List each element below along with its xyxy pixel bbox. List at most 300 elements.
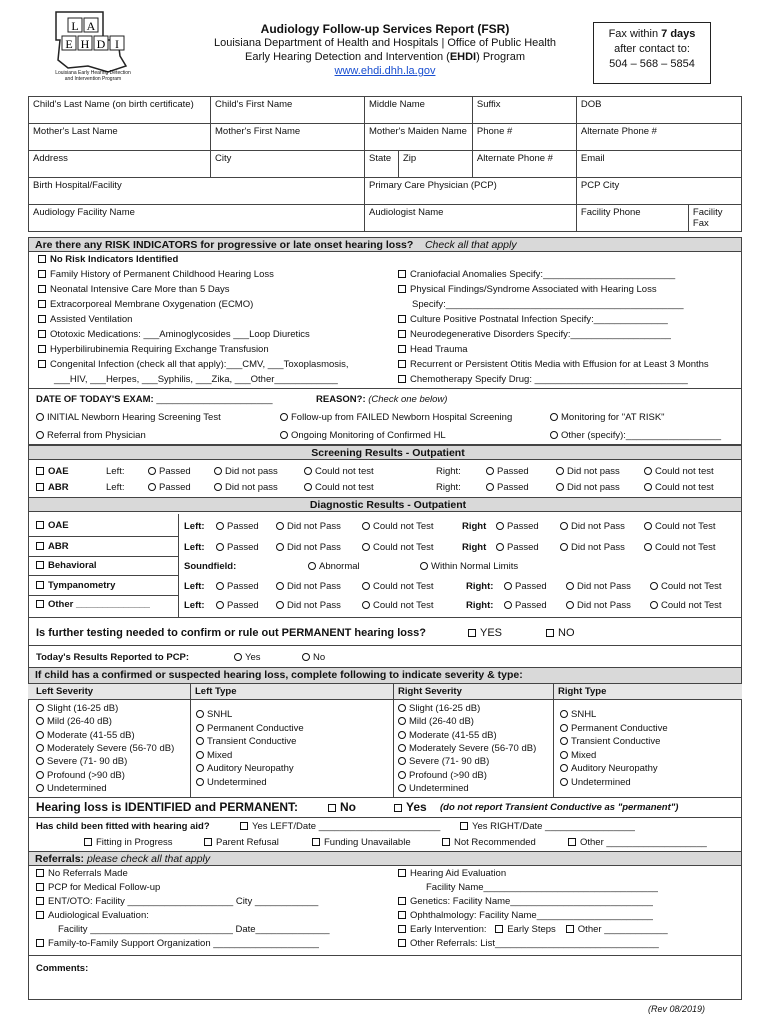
svg-text:I: I [115,37,119,51]
risk-congenital-2: ___HIV, ___Herpes, ___Syphilis, ___Zika, ___Other____________ [54,374,338,385]
right-severity-option[interactable]: Severe (71- 90 dB) [398,755,489,769]
field-child-first-name[interactable]: Child's First Name [211,97,365,124]
risk-physical[interactable]: Physical Findings/Syndrome Associated with Hearing Loss [398,283,657,297]
radio-button[interactable] [196,778,204,786]
diag-left-option[interactable]: Passed [216,580,259,594]
radio-button[interactable] [234,653,242,661]
screen-left-option[interactable]: Passed [148,465,191,479]
diag-right-option[interactable]: Did not Pass [566,580,631,594]
risk-congenital[interactable]: Congenital Infection (check all that apply):___CMV, ___Toxoplasmosis, [38,358,349,372]
radio-button[interactable] [362,543,370,551]
diag-right-option[interactable]: Passed [504,580,547,594]
diag-right-option[interactable]: Did not Pass [560,541,625,555]
checkbox[interactable] [36,581,44,589]
diag-other[interactable]: Other ______________ [36,598,150,612]
header-line3: Early Hearing Detection and Intervention (EHDI) Program [244,51,526,63]
radio-button[interactable] [398,704,406,712]
screen-left-option[interactable]: Did not pass [214,481,278,495]
screen-left-option[interactable]: Could not test [304,465,374,479]
diag-tympanometry[interactable]: Tympanometry [36,579,115,593]
radio-button[interactable] [560,724,568,732]
ref-none[interactable]: No Referrals Made [36,867,128,881]
radio-button[interactable] [566,601,574,609]
radio-button[interactable] [362,522,370,530]
diag-left-label: Left: [184,600,205,611]
radio-button[interactable] [398,717,406,725]
radio-button[interactable] [302,653,310,661]
radio-button[interactable] [550,431,558,439]
checkbox[interactable] [398,939,406,947]
ref-ent[interactable]: ENT/OTO: Facility ____________________ City ____________ [36,895,318,909]
radio-button[interactable] [560,522,568,530]
severity-header: If child has a confirmed or suspected hearing loss, complete following to indicate severity & type: [29,668,741,684]
diag-right-option[interactable]: Could not Test [650,580,722,594]
checkbox[interactable] [36,883,44,891]
screen-right-option[interactable]: Could not test [644,465,714,479]
radio-button[interactable] [36,731,44,739]
risk-neuro[interactable]: Neurodegenerative Disorders Specify:___________________ [398,328,671,342]
diag-behavioral[interactable]: Behavioral [36,559,97,573]
right-severity-option[interactable]: Moderate (41-55 dB) [398,729,497,743]
checkbox[interactable] [36,542,44,550]
diag-left-option[interactable]: Could not Test [362,520,434,534]
right-severity-option[interactable]: Moderately Severe (56-70 dB) [398,742,536,756]
right-type-option[interactable]: SNHL [560,708,596,722]
diag-right-option[interactable]: Did not Pass [566,599,631,613]
risk-culture[interactable]: Culture Positive Postnatal Infection Specify:______________ [398,313,668,327]
reason-ongoing[interactable]: Ongoing Monitoring of Confirmed HL [280,429,446,443]
checkbox[interactable] [38,255,46,263]
left-severity-option[interactable]: Moderately Severe (56-70 dB) [36,742,174,756]
field-pcp-city[interactable]: PCP City [576,178,741,205]
risk-physical-specify: Specify:_____________________________________________ [412,299,684,310]
radio-button[interactable] [398,757,406,765]
ehdi-logo [48,10,138,90]
identified-no[interactable]: No [328,800,356,814]
radio-button[interactable] [650,582,658,590]
right-severity-option[interactable]: Undetermined [398,782,469,796]
radio-button[interactable] [644,483,652,491]
identified-label: Hearing loss is IDENTIFIED and PERMANENT: [36,800,299,814]
right-type-option[interactable]: Auditory Neuropathy [560,762,658,776]
risk-ventilation[interactable]: Assisted Ventilation [38,313,132,327]
further-no[interactable]: NO [546,626,575,640]
checkbox[interactable] [36,521,44,529]
fitted-other[interactable]: Other ___________________ [568,836,707,850]
radio-button[interactable] [496,522,504,530]
diag-left-option[interactable]: Did not Pass [276,541,341,555]
svg-text:D: D [96,37,106,51]
field-pcp[interactable]: Primary Care Physician (PCP) [365,178,577,205]
radio-button[interactable] [276,543,284,551]
diag-abnormal[interactable]: Abnormal [308,560,360,574]
radio-button[interactable] [398,771,406,779]
diag-right-label: Right [462,521,487,532]
ref-early-intervention[interactable]: Early Intervention: Early Steps Other ____________ [398,923,668,937]
reason-referral[interactable]: Referral from Physician [36,429,146,443]
svg-text:L: L [71,19,79,33]
radio-button[interactable] [280,413,288,421]
field-phone[interactable]: Phone # [472,124,576,151]
diag-left-option[interactable]: Did not Pass [276,580,341,594]
field-facility-fax[interactable]: Facility Fax [688,205,741,232]
diag-right-option[interactable]: Could not Test [650,599,722,613]
screen-abr[interactable]: ABR [36,481,69,495]
header-line2: Louisiana Department of Health and Hospitals | Office of Public Health [213,37,556,49]
checkbox[interactable] [398,360,406,368]
left-severity-option[interactable]: Profound (>90 dB) [36,769,125,783]
radio-button[interactable] [36,704,44,712]
left-type-label: Left Type [195,686,237,697]
radio-button[interactable] [304,483,312,491]
checkbox[interactable] [460,822,468,830]
diagnostic-header: Diagnostic Results - Outpatient [29,498,741,512]
svg-text:H: H [80,37,90,51]
risk-family-history[interactable]: Family History of Permanent Childhood Hearing Loss [38,268,274,282]
radio-button[interactable] [36,431,44,439]
field-birth-hospital[interactable]: Birth Hospital/Facility [29,178,365,205]
checkbox[interactable] [328,804,336,812]
identified-note: (do not report Transient Conductive as "permanent") [440,802,679,813]
pcp-label: Today's Results Reported to PCP: [36,652,190,663]
checkbox[interactable] [398,330,406,338]
field-mother-last-name[interactable]: Mother's Last Name [29,124,211,151]
fitted-label: Has child been fitted with hearing aid? [36,821,210,832]
field-mother-first-name[interactable]: Mother's First Name [211,124,365,151]
diag-right-option[interactable]: Could not Test [644,541,716,555]
ref-audiological[interactable]: Audiological Evaluation: [36,909,149,923]
field-audiologist-name[interactable]: Audiologist Name [365,205,577,232]
reason-monitoring[interactable]: Monitoring for "AT RISK" [550,411,665,425]
checkbox[interactable] [398,285,406,293]
right-type-option[interactable]: Undetermined [560,776,631,790]
screen-right-option[interactable]: Did not pass [556,481,620,495]
diag-left-option[interactable]: Could not Test [362,580,434,594]
checkbox[interactable] [546,629,554,637]
checkbox[interactable] [36,467,44,475]
ref-genetics[interactable]: Genetics: Facility Name___________________________ [398,895,653,909]
checkbox[interactable] [495,925,503,933]
identified-yes[interactable]: Yes [394,800,427,814]
radio-button[interactable] [36,717,44,725]
demographics-table [28,96,742,232]
field-child-last-name[interactable]: Child's Last Name (on birth certificate) [29,97,211,124]
left-type-option[interactable]: Permanent Conductive [196,722,304,736]
checkbox[interactable] [566,925,574,933]
screen-left-option[interactable]: Could not test [304,481,374,495]
diag-left-option[interactable]: Could not Test [362,599,434,613]
fitted-yes-left[interactable]: Yes LEFT/Date _______________________ [240,820,440,834]
radio-button[interactable] [304,467,312,475]
field-alt-phone[interactable]: Alternate Phone # [576,124,741,151]
risk-ecmo[interactable]: Extracorporeal Membrane Oxygenation (ECMO) [38,298,253,312]
exam-reason: REASON?: (Check one below) [316,394,448,405]
checkbox[interactable] [398,925,406,933]
diag-left-label: Left: [184,581,205,592]
checkbox[interactable] [204,838,212,846]
ehdi-link[interactable]: www.ehdi.dhh.la.gov [334,65,436,77]
logo-caption: Louisiana Early Hearing Detection and Intervention Program [55,70,131,82]
radio-button[interactable] [276,582,284,590]
radio-button[interactable] [420,562,428,570]
checkbox[interactable] [36,939,44,947]
checkbox[interactable] [468,629,476,637]
diag-left-option[interactable]: Could not Test [362,541,434,555]
radio-button[interactable] [214,467,222,475]
risk-hyperbilirubinemia[interactable]: Hyperbilirubinemia Requiring Exchange Transfusion [38,343,269,357]
left-severity-option[interactable]: Mild (26-40 dB) [36,715,112,729]
radio-button[interactable] [486,483,494,491]
screen-right-label-2: Right: [436,482,461,493]
radio-button[interactable] [504,582,512,590]
svg-text:A: A [86,19,96,33]
fitted-in-progress[interactable]: Fitting in Progress [84,836,173,850]
radio-button[interactable] [504,601,512,609]
left-severity-option[interactable]: Severe (71- 90 dB) [36,755,127,769]
further-yes[interactable]: YES [468,626,502,640]
right-type-option[interactable]: Mixed [560,749,596,763]
radio-button[interactable] [216,582,224,590]
diag-right-option[interactable]: Passed [496,541,539,555]
screen-left-option[interactable]: Did not pass [214,465,278,479]
diag-left-option[interactable]: Did not Pass [276,599,341,613]
form-title: Audiology Follow-up Services Report (FSR) [260,22,510,36]
diag-right-option[interactable]: Did not Pass [560,520,625,534]
checkbox[interactable] [398,869,406,877]
diag-right-label: Right: [466,581,494,592]
screen-right-option[interactable]: Passed [486,481,529,495]
radio-button[interactable] [644,522,652,530]
diag-left-option[interactable]: Passed [216,599,259,613]
pcp-no[interactable]: No [302,651,325,665]
radio-button[interactable] [556,467,564,475]
radio-button[interactable] [196,724,204,732]
radio-button[interactable] [216,601,224,609]
ref-hearing-aid[interactable]: Hearing Aid Evaluation [398,867,506,881]
radio-button[interactable] [216,522,224,530]
ref-pcp[interactable]: PCP for Medical Follow-up [36,881,160,895]
referrals-header: Referrals: please check all that apply [29,852,741,866]
field-middle-name[interactable]: Middle Name [365,97,473,124]
risk-nicu[interactable]: Neonatal Intensive Care More than 5 Days [38,283,230,297]
radio-button[interactable] [36,784,44,792]
checkbox[interactable] [398,375,406,383]
checkbox[interactable] [394,804,402,812]
diag-right-label: Right [462,542,487,553]
radio-button[interactable] [644,467,652,475]
comments-label: Comments: [36,963,89,974]
diag-right-option[interactable]: Passed [496,520,539,534]
field-audiology-facility[interactable]: Audiology Facility Name [29,205,365,232]
fitted-not-recommended[interactable]: Not Recommended [442,836,536,850]
left-severity-option[interactable]: Slight (16-25 dB) [36,702,118,716]
diag-abr[interactable]: ABR [36,540,69,554]
diag-wnl[interactable]: Within Normal Limits [420,560,518,574]
left-type-option[interactable]: Auditory Neuropathy [196,762,294,776]
field-city[interactable]: City [211,151,365,178]
radio-button[interactable] [196,737,204,745]
ref-hearing-aid-facility: Facility Name_________________________________ [426,882,658,893]
radio-button[interactable] [560,710,568,718]
risk-craniofacial[interactable]: Craniofacial Anomalies Specify:_________________________ [398,268,675,282]
diag-right-label: Right: [466,600,494,611]
field-facility-phone[interactable]: Facility Phone [576,205,688,232]
checkbox[interactable] [38,270,46,278]
screen-oae[interactable]: OAE [36,465,69,479]
radio-button[interactable] [644,543,652,551]
exam-date[interactable]: DATE OF TODAY'S EXAM: ______________________ [36,394,273,405]
left-severity-option[interactable]: Moderate (41-55 dB) [36,729,135,743]
risk-none[interactable]: No Risk Indicators Identified [38,253,178,267]
field-alt-phone-2[interactable]: Alternate Phone # [472,151,576,178]
radio-button[interactable] [308,562,316,570]
field-suffix[interactable]: Suffix [472,97,576,124]
checkbox[interactable] [36,869,44,877]
checkbox[interactable] [84,838,92,846]
checkbox[interactable] [312,838,320,846]
diag-right-option[interactable]: Passed [504,599,547,613]
checkbox[interactable] [38,330,46,338]
checkbox[interactable] [38,315,46,323]
left-type-option[interactable]: SNHL [196,708,232,722]
checkbox[interactable] [240,822,248,830]
right-severity-option[interactable]: Profound (>90 dB) [398,769,487,783]
radio-button[interactable] [362,601,370,609]
radio-button[interactable] [566,582,574,590]
further-question: Is further testing needed to confirm or rule out PERMANENT hearing loss? [36,627,426,639]
checkbox[interactable] [568,838,576,846]
radio-button[interactable] [560,751,568,759]
checkbox[interactable] [36,911,44,919]
field-email[interactable]: Email [576,151,741,178]
reason-initial[interactable]: INITIAL Newborn Hearing Screening Test [36,411,221,425]
screen-right-option[interactable]: Passed [486,465,529,479]
checkbox[interactable] [36,483,44,491]
radio-button[interactable] [560,778,568,786]
radio-button[interactable] [486,467,494,475]
risk-ototoxic[interactable]: Ototoxic Medications: ___Aminoglycosides ___Loop Diuretics [38,328,310,342]
checkbox[interactable] [398,911,406,919]
diag-right-option[interactable]: Could not Test [644,520,716,534]
risk-chemo[interactable]: Chemotherapy Specify Drug: _____________________________ [398,373,688,387]
radio-button[interactable] [148,483,156,491]
right-type-label: Right Type [558,686,607,697]
checkbox[interactable] [36,600,44,608]
checkbox[interactable] [398,270,406,278]
radio-button[interactable] [148,467,156,475]
diag-soundfield-label: Soundfield: [184,561,237,572]
radio-button[interactable] [36,413,44,421]
diag-oae[interactable]: OAE [36,519,69,533]
left-type-option[interactable]: Undetermined [196,776,267,790]
comments-box[interactable] [28,956,742,1000]
radio-button[interactable] [550,413,558,421]
screen-right-option[interactable]: Could not test [644,481,714,495]
reason-followup[interactable]: Follow-up from FAILED Newborn Hospital Screening [280,411,512,425]
form-header [150,22,620,78]
diag-left-option[interactable]: Passed [216,541,259,555]
right-type-option[interactable]: Transient Conductive [560,735,660,749]
right-severity-label: Right Severity [398,686,462,697]
pcp-yes[interactable]: Yes [234,651,261,665]
checkbox[interactable] [38,285,46,293]
field-dob[interactable]: DOB [576,97,741,124]
screen-right-option[interactable]: Did not pass [556,465,620,479]
checkbox[interactable] [398,897,406,905]
diag-left-option[interactable]: Passed [216,520,259,534]
radio-button[interactable] [214,483,222,491]
checkbox[interactable] [38,345,46,353]
checkbox[interactable] [398,315,406,323]
fitted-parent-refusal[interactable]: Parent Refusal [204,836,279,850]
risk-head-trauma[interactable]: Head Trauma [398,343,468,357]
radio-button[interactable] [362,582,370,590]
radio-button[interactable] [196,751,204,759]
checkbox[interactable] [36,561,44,569]
field-state[interactable]: State [365,151,399,178]
checkbox[interactable] [398,345,406,353]
radio-button[interactable] [560,764,568,772]
screen-left-option[interactable]: Passed [148,481,191,495]
right-severity-option[interactable]: Mild (26-40 dB) [398,715,474,729]
ref-ophthalmology[interactable]: Ophthalmology: Facility Name______________________ [398,909,653,923]
left-severity-label: Left Severity [36,686,94,697]
left-severity-option[interactable]: Undetermined [36,782,107,796]
fax-box: Fax within 7 days after contact to: 504 – 568 – 5854 [593,22,711,84]
radio-button[interactable] [36,757,44,765]
fitted-yes-right[interactable]: Yes RIGHT/Date _________________ [460,820,635,834]
right-severity-option[interactable]: Slight (16-25 dB) [398,702,480,716]
radio-button[interactable] [650,601,658,609]
screen-left-label: Left: [106,466,125,477]
left-type-option[interactable]: Mixed [196,749,232,763]
radio-button[interactable] [196,764,204,772]
radio-button[interactable] [280,431,288,439]
diag-left-label: Left: [184,542,205,553]
ref-other[interactable]: Other Referrals: List_______________________________ [398,937,659,951]
reason-other[interactable]: Other (specify):__________________ [550,429,721,443]
left-type-option[interactable]: Transient Conductive [196,735,296,749]
radio-button[interactable] [36,744,44,752]
radio-button[interactable] [36,771,44,779]
radio-button[interactable] [276,601,284,609]
svg-text:E: E [65,37,73,51]
radio-button[interactable] [556,483,564,491]
diag-left-option[interactable]: Did not Pass [276,520,341,534]
checkbox[interactable] [38,360,46,368]
radio-button[interactable] [398,731,406,739]
radio-button[interactable] [276,522,284,530]
checkbox[interactable] [36,897,44,905]
radio-button[interactable] [196,710,204,718]
radio-button[interactable] [216,543,224,551]
radio-button[interactable] [560,737,568,745]
radio-button[interactable] [560,543,568,551]
diag-left-label: Left: [184,521,205,532]
radio-button[interactable] [398,784,406,792]
radio-button[interactable] [496,543,504,551]
fitted-funding[interactable]: Funding Unavailable [312,836,411,850]
radio-button[interactable] [398,744,406,752]
checkbox[interactable] [38,300,46,308]
risk-otitis[interactable]: Recurrent or Persistent Otitis Media with Effusion for at Least 3 Months [398,358,709,372]
checkbox[interactable] [442,838,450,846]
field-address[interactable]: Address [29,151,211,178]
field-mother-maiden-name[interactable]: Mother's Maiden Name [365,124,473,151]
field-zip[interactable]: Zip [399,151,473,178]
ref-family-support[interactable]: Family-to-Family Support Organization ____________________ [36,937,319,951]
right-type-option[interactable]: Permanent Conductive [560,722,668,736]
